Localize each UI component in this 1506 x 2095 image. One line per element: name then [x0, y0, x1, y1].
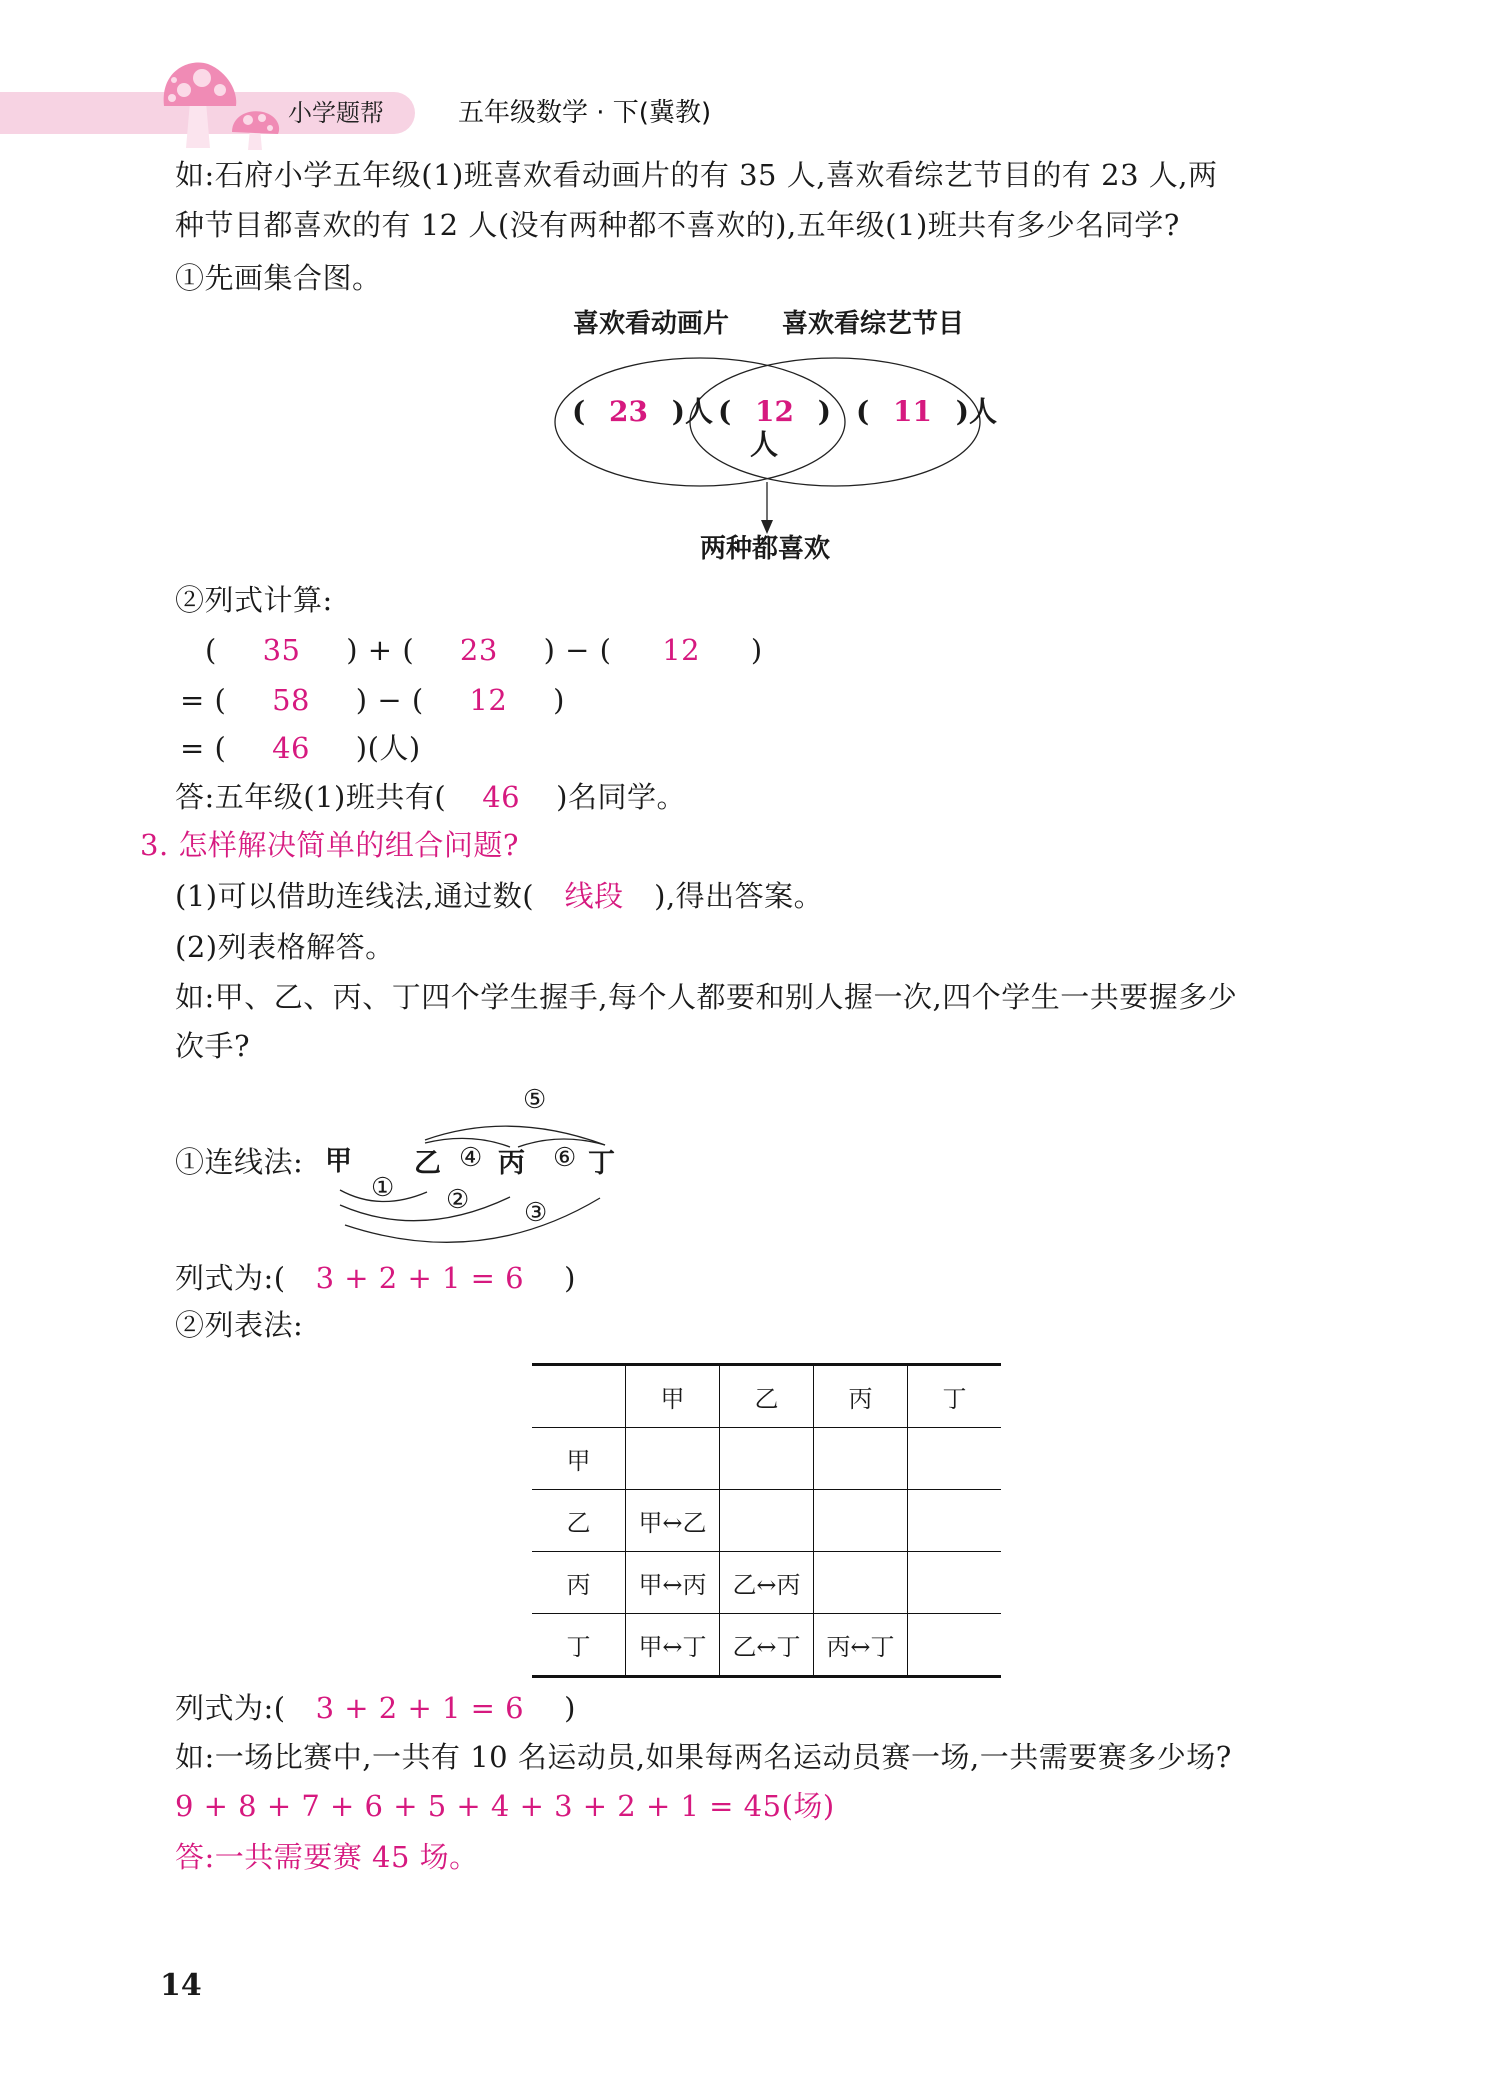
calc-unit: )(人): [355, 731, 421, 765]
calc-paren: (: [205, 633, 217, 667]
link-label-5: ⑤: [523, 1085, 547, 1115]
table-cell: 甲↔乙: [626, 1490, 720, 1552]
calc-value-12: 12: [662, 633, 701, 667]
table-cell: 丙↔丁: [814, 1614, 908, 1677]
page-number: 14: [160, 1968, 202, 2003]
calc-operator: ) − (: [543, 633, 612, 667]
item1-prefix: (1)可以借助连线法,通过数(: [175, 879, 535, 913]
link-label-6: ⑥: [553, 1143, 577, 1173]
table-header-cell: 丁: [908, 1365, 1002, 1428]
table-cell: 乙↔丁: [720, 1614, 814, 1677]
table-cell: [814, 1552, 908, 1614]
calc-value-35: 35: [262, 633, 301, 667]
formula2-value: 3 + 2 + 1 = 6: [315, 1691, 525, 1725]
venn-right-open: (: [856, 395, 870, 428]
formula-suffix: ): [564, 1261, 576, 1295]
mushroom-logo-icon: [150, 50, 290, 155]
table-cell: [626, 1428, 720, 1490]
venn-center-value: 12: [755, 395, 794, 428]
calc-paren: ): [553, 683, 565, 717]
table-header-row: [532, 1365, 1001, 1428]
table-cell: 乙↔丙: [720, 1552, 814, 1614]
venn-left-value: 23: [609, 395, 648, 428]
answer-prefix: 答:五年级(1)班共有(: [175, 780, 447, 814]
calc-row2: [180, 680, 565, 720]
person-bing: 丙: [498, 1148, 525, 1179]
method2-label: ②列表法:: [175, 1308, 304, 1342]
calc-equals: = (: [180, 683, 227, 717]
item1-suffix: ),得出答案。: [654, 879, 824, 913]
link-label-1: ①: [371, 1173, 395, 1203]
table-cell: 甲↔丙: [626, 1552, 720, 1614]
table-cell: [908, 1552, 1002, 1614]
brand-label: 小学题帮: [288, 99, 384, 127]
formula-line-1: [175, 1258, 576, 1298]
venn-center-unit: 人: [750, 428, 779, 461]
calc-value-46: 46: [272, 731, 311, 765]
table-cell: 甲↔丁: [626, 1614, 720, 1677]
calc-row1: [205, 630, 763, 670]
table-cell: [908, 1614, 1002, 1677]
table-row: [532, 1490, 1001, 1552]
answer-line: [175, 777, 686, 817]
person-yi: 乙: [414, 1148, 441, 1179]
table-cell: [814, 1428, 908, 1490]
example1-line1: 如:石府小学五年级(1)班喜欢看动画片的有 35 人,喜欢看综艺节目的有 23 人,两: [175, 158, 1218, 192]
step1-label: ①先画集合图。: [175, 261, 382, 295]
venn-left-close: ): [671, 395, 685, 428]
formula2-suffix: ): [564, 1691, 576, 1725]
table-row-header: 乙: [532, 1490, 626, 1552]
table-row: [532, 1614, 1001, 1677]
link-label-4: ④: [459, 1143, 483, 1173]
link-curve-5: [425, 1126, 605, 1145]
calc-equals: = (: [180, 731, 227, 765]
handshake-table: [532, 1363, 1001, 1678]
venn-left-open: (: [572, 395, 586, 428]
handshake-line2: 次手?: [175, 1029, 251, 1063]
calc-value-12b: 12: [469, 683, 508, 717]
venn-right-unit: 人: [968, 395, 997, 428]
formula-line-2: [175, 1688, 576, 1728]
item1-answer: 线段: [564, 879, 624, 913]
calc-operator: ) + (: [346, 633, 415, 667]
answer-suffix: )名同学。: [556, 780, 686, 814]
venn-right-close: ): [955, 395, 969, 428]
table-row-header: 丙: [532, 1552, 626, 1614]
section3-item2: (2)列表格解答。: [175, 930, 395, 964]
venn-center-close: ): [817, 395, 831, 428]
calc-paren: ): [750, 633, 763, 667]
link-label-2: ②: [446, 1185, 470, 1215]
section3-item1: [175, 876, 823, 916]
example2-calc: 9 + 8 + 7 + 6 + 5 + 4 + 3 + 2 + 1 = 45(场): [175, 1789, 835, 1823]
example2-question: 如:一场比赛中,一共有 10 名运动员,如果每两名运动员赛一场,一共需要赛多少场?: [175, 1740, 1232, 1774]
example1-line2: 种节目都喜欢的有 12 人(没有两种都不喜欢的),五年级(1)班共有多少名同学?: [175, 208, 1180, 242]
table-row-header: 甲: [532, 1428, 626, 1490]
method1-label: ①连线法:: [175, 1145, 304, 1179]
table-cell: [814, 1490, 908, 1552]
table-cell: [908, 1428, 1002, 1490]
person-jia: 甲: [325, 1146, 352, 1177]
table-header-cell: 甲: [626, 1365, 720, 1428]
formula-prefix: 列式为:(: [175, 1261, 286, 1295]
step2-label: ②列式计算:: [175, 583, 333, 617]
table-cell: [720, 1490, 814, 1552]
calc-value-58: 58: [272, 683, 311, 717]
link-label-3: ③: [524, 1198, 548, 1228]
table-cell: [908, 1490, 1002, 1552]
venn-center-open: (: [718, 395, 732, 428]
venn-left-title: 喜欢看动画片: [573, 309, 730, 339]
venn-right-title: 喜欢看综艺节目: [782, 309, 965, 339]
table-row: [532, 1428, 1001, 1490]
link-curve-2: [340, 1197, 510, 1221]
link-curve-3: [345, 1198, 600, 1242]
book-title: 五年级数学 · 下(冀教): [458, 98, 712, 128]
calc-value-23: 23: [459, 633, 498, 667]
table-row-header: 丁: [532, 1614, 626, 1677]
venn-left-unit: 人: [684, 395, 713, 428]
handshake-line1: 如:甲、乙、丙、丁四个学生握手,每个人都要和别人握一次,四个学生一共要握多少: [175, 980, 1238, 1014]
venn-right-value: 11: [893, 395, 932, 428]
table-header-cell: 丙: [814, 1365, 908, 1428]
calc-operator: ) − (: [355, 683, 424, 717]
table-header-cell: 乙: [720, 1365, 814, 1428]
answer-value: 46: [482, 780, 521, 814]
venn-arrow-label: 两种都喜欢: [700, 534, 831, 564]
formula2-prefix: 列式为:(: [175, 1691, 286, 1725]
table-cell: [720, 1428, 814, 1490]
person-ding: 丁: [588, 1148, 615, 1179]
formula-value: 3 + 2 + 1 = 6: [315, 1261, 525, 1295]
example2-answer: 答:一共需要赛 45 场。: [175, 1840, 479, 1874]
table-cell: [532, 1365, 626, 1428]
section3-heading: 3. 怎样解决简单的组合问题?: [140, 828, 519, 862]
calc-row3: [180, 728, 421, 768]
table-row: [532, 1552, 1001, 1614]
